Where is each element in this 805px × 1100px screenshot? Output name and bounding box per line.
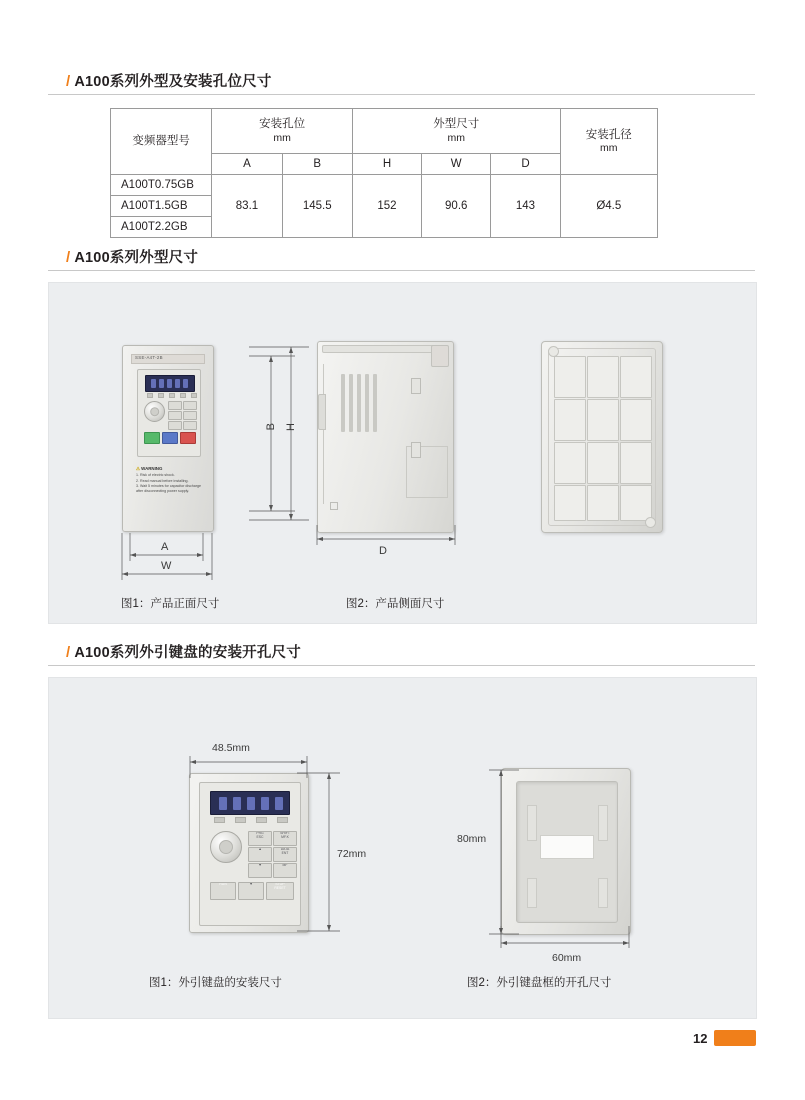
th-sub-w: W bbox=[422, 154, 491, 175]
keypad-height-label: 72mm bbox=[337, 848, 367, 860]
vent-slot bbox=[373, 374, 377, 432]
section-title-1: A100系列外型及安装孔位尺寸 bbox=[74, 74, 272, 90]
figure-panel-2 bbox=[48, 677, 757, 1019]
section-slash-3: / bbox=[66, 644, 71, 661]
back-cell bbox=[620, 485, 652, 521]
dim-label-W: W bbox=[161, 560, 172, 572]
side-port-2 bbox=[411, 442, 421, 458]
th-outline-title: 外型尺寸 bbox=[433, 118, 480, 131]
bezel-width-label: 60mm bbox=[552, 952, 582, 964]
section-rule-2 bbox=[48, 270, 755, 271]
th-hole-dia bbox=[560, 109, 657, 175]
side-top-tab bbox=[431, 345, 449, 367]
back-cell bbox=[554, 356, 586, 398]
th-sub-d: D bbox=[491, 154, 560, 175]
dim-label-A: A bbox=[161, 541, 169, 553]
back-cell bbox=[620, 356, 652, 398]
warning-line-4: after disconnecting power supply. bbox=[136, 488, 190, 493]
cell-value-h: 152 bbox=[352, 175, 421, 238]
side-hook bbox=[318, 394, 326, 430]
back-cell bbox=[554, 485, 586, 521]
section-heading-2 bbox=[66, 246, 198, 267]
side-port-1 bbox=[411, 378, 421, 394]
warning-title: ⚠ WARNING bbox=[136, 466, 163, 471]
dim-label-B: B bbox=[265, 423, 277, 431]
keypad-key-prg-esc[interactable]: PRG ESC bbox=[248, 831, 272, 846]
back-cell bbox=[554, 442, 586, 484]
th-sub-a: A bbox=[212, 154, 282, 175]
keypad-figure-1-caption: 图1：外引键盘的安装尺寸 bbox=[149, 977, 282, 989]
keypad-figure-2-caption: 图2：外引键盘框的开孔尺寸 bbox=[467, 977, 612, 989]
vent-slot bbox=[365, 374, 369, 432]
device-back-view bbox=[541, 341, 663, 533]
bezel-height-label: 80mm bbox=[457, 833, 487, 845]
back-cell bbox=[587, 356, 619, 398]
th-hole-dia-unit: mm bbox=[600, 142, 618, 155]
warning-line-1: 1. Risk of electric shock. bbox=[136, 473, 175, 478]
bezel-dimension-lines bbox=[449, 758, 679, 948]
cell-model-1: A100T0.75GB bbox=[111, 175, 212, 196]
back-cell bbox=[587, 485, 619, 521]
dim-label-D: D bbox=[379, 545, 387, 557]
warning-line-3: 3. Wait 5 minutes for capacitor discharge bbox=[136, 483, 201, 488]
back-mount-hole bbox=[548, 346, 559, 357]
keypad-key-arrow[interactable]: ▼ bbox=[238, 882, 264, 900]
section-title-2: A100系列外型尺寸 bbox=[74, 250, 199, 266]
table-row bbox=[111, 175, 658, 196]
keypad-width-label: 48.5mm bbox=[212, 742, 250, 754]
cell-value-w: 90.6 bbox=[422, 175, 491, 238]
back-cell bbox=[620, 442, 652, 484]
vent-slot bbox=[349, 374, 353, 432]
figure-2-caption: 图2：产品侧面尺寸 bbox=[346, 598, 445, 610]
back-cell bbox=[587, 442, 619, 484]
warning-line-2: 2. Read manual before installing. bbox=[136, 478, 189, 483]
th-mount-hole bbox=[212, 109, 353, 154]
device-brand-label: SSE-A4T-2B bbox=[135, 355, 163, 360]
keypad-key-shift[interactable]: SHIFT MF.K bbox=[273, 831, 297, 846]
section-rule-3 bbox=[48, 665, 755, 666]
th-sub-h: H bbox=[352, 154, 421, 175]
cell-value-a: 83.1 bbox=[212, 175, 282, 238]
figure-1-caption: 图1：产品正面尺寸 bbox=[121, 598, 220, 610]
th-mount-hole-title: 安装孔位 bbox=[259, 118, 306, 131]
dim-label-H: H bbox=[285, 423, 297, 431]
table-header-row bbox=[111, 109, 658, 154]
cell-value-d: 143 bbox=[491, 175, 560, 238]
keypad-key-stop[interactable]: STOP RESET bbox=[266, 882, 294, 900]
cell-model-2: A100T1.5GB bbox=[111, 196, 212, 217]
dimension-table bbox=[110, 108, 658, 238]
section-rule-1 bbox=[48, 94, 755, 95]
side-view-dimension-lines bbox=[309, 523, 469, 563]
section-slash-2: / bbox=[66, 249, 71, 266]
side-edge-line bbox=[323, 364, 324, 504]
keypad-dimension-lines bbox=[177, 738, 367, 948]
vent-slot bbox=[357, 374, 361, 432]
th-outline bbox=[352, 109, 560, 154]
side-mark bbox=[330, 502, 338, 510]
keypad-key-run[interactable]: RUN bbox=[210, 882, 236, 900]
back-cell bbox=[620, 399, 652, 441]
back-cell bbox=[587, 399, 619, 441]
th-hole-dia-title: 安装孔径 bbox=[585, 128, 632, 141]
th-outline-unit: mm bbox=[447, 131, 465, 144]
page-number: 12 bbox=[693, 1031, 708, 1046]
device-side-view bbox=[317, 341, 454, 533]
back-cell bbox=[554, 399, 586, 441]
section-heading-3 bbox=[66, 641, 301, 662]
back-mount-hole bbox=[645, 517, 656, 528]
th-mount-hole-unit: mm bbox=[273, 131, 291, 144]
cell-model-3: A100T2.2GB bbox=[111, 217, 212, 238]
th-model: 变频器型号 bbox=[111, 109, 212, 175]
cell-value-b: 145.5 bbox=[282, 175, 352, 238]
keypad-key-down[interactable]: ▼ bbox=[248, 863, 272, 878]
section-title-3: A100系列外引键盘的安装开孔尺寸 bbox=[74, 645, 301, 661]
side-top-lip bbox=[322, 345, 441, 353]
vent-slot bbox=[341, 374, 345, 432]
page-number-tag bbox=[714, 1030, 756, 1046]
keypad-key-up[interactable]: ▲ bbox=[248, 847, 272, 862]
keypad-key-mf[interactable]: MF bbox=[273, 863, 297, 878]
figure-panel-1 bbox=[48, 282, 757, 624]
keypad-key-enter[interactable]: DATA ENT bbox=[273, 847, 297, 862]
th-sub-b: B bbox=[282, 154, 352, 175]
section-slash-1: / bbox=[66, 73, 71, 90]
cell-value-hole-dia: Ø4.5 bbox=[560, 175, 657, 238]
section-heading-1 bbox=[66, 70, 272, 91]
warning-title-text: WARNING bbox=[141, 466, 163, 471]
